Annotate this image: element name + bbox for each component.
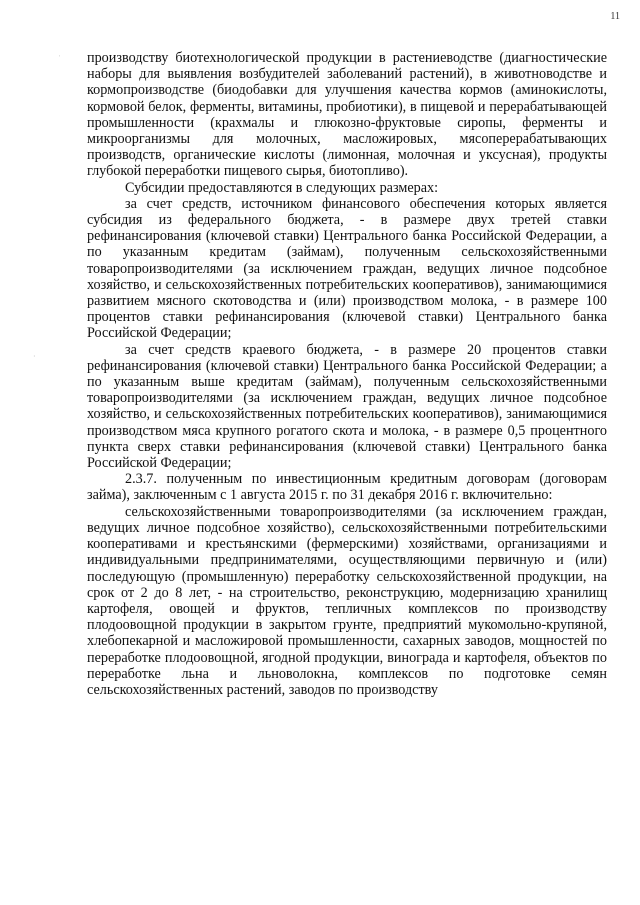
paragraph-continuation: производству биотехнологической продукции в растениеводстве (диагностические наборы для выявления возбудителей заболеваний растений), в животноводстве и кормопроизводстве (биодобавки для улучшения качества кормов (аминокислоты, кормовой белок, ферменты, витамины, пробиотики), в пищевой и перерабатывающей промышленности (крахмалы и глюкозно-фруктовые сиропы, ферменты и микроорганизмы для молочных, масложировых, мясоперерабатывающих производств, органические кислоты (лимонная, молочная и уксусная), продукты глубокой переработки пищевого сырья, биотопливо). [87,50,607,180]
paragraph-producers: сельскохозяйственными товаропроизводителями (за исключением граждан, ведущих личное подсобное хозяйство), сельскохозяйственными потребительскими кооперативами и крестьянскими (фермерскими) хозяйствами, организациями и индивидуальными предпринимателями, осуществляющими первичную и (или) последующую (промышленную) переработку сельскохозяйственной продукции, на срок от 2 до 8 лет, - на строительство, реконструкцию, модернизацию хранилищ картофеля, овощей и фруктов, тепличных комплексов по производству плодоовощной продукции в закрытом грунте, предприятий мукомольно-крупяной, хлебопекарной и масложировой промышленности, сахарных заводов, мощностей по переработке плодоовощной, ягодной продукции, винограда и картофеля, объектов по переработке льна и льноволокна, комплексов по подготовке семян сельскохозяйственных растений, заводов по производству [87,503,607,698]
page-number: 11 [610,11,620,22]
paragraph-section-2-3-7: 2.3.7. полученным по инвестиционным кредитным договорам (договорам займа), заключенным с 1 августа 2015 г. по 31 декабря 2016 г. включительно: [87,471,607,504]
margin-mark: ˈ [58,54,61,63]
margin-mark: · [33,352,36,361]
document-body [87,50,607,698]
paragraph-federal-budget: за счет средств, источником финансового обеспечения которых является субсидия из федерального бюджета, - в размере двух третей ставки рефинансирования (ключевой ставки) Центрального банка Российской Федерации, а по указанным кредитам (займам), полученным сельскохозяйственными товаропроизводителями (за исключением граждан, ведущих личное подсобное хозяйство, и сельскохозяйственных потребительских кооперативов), занимающимися развитием мясного скотоводства и (или) производством молока, - в размере 100 процентов ставки рефинансирования (ключевой ставки) Центрального банка Российской Федерации; [87,195,607,342]
paragraph-regional-budget: за счет средств краевого бюджета, - в размере 20 процентов ставки рефинансирования (ключевой ставки) Центрального банка Российской Федерации; а по указанным выше кредитам (займам), полученным сельскохозяйственными товаропроизводителями (за исключением граждан, ведущих личное подсобное хозяйство, и сельскохозяйственных потребительских кооперативов), занимающимися производством мяса крупного рогатого скота и молока, - в размере 0,5 процентного пункта сверх ставки рефинансирования (ключевой ставки) Центрального банка Российской Федерации; [87,341,607,472]
paragraph-subsidy-sizes: Субсидии предоставляются в следующих размерах: [125,179,439,196]
